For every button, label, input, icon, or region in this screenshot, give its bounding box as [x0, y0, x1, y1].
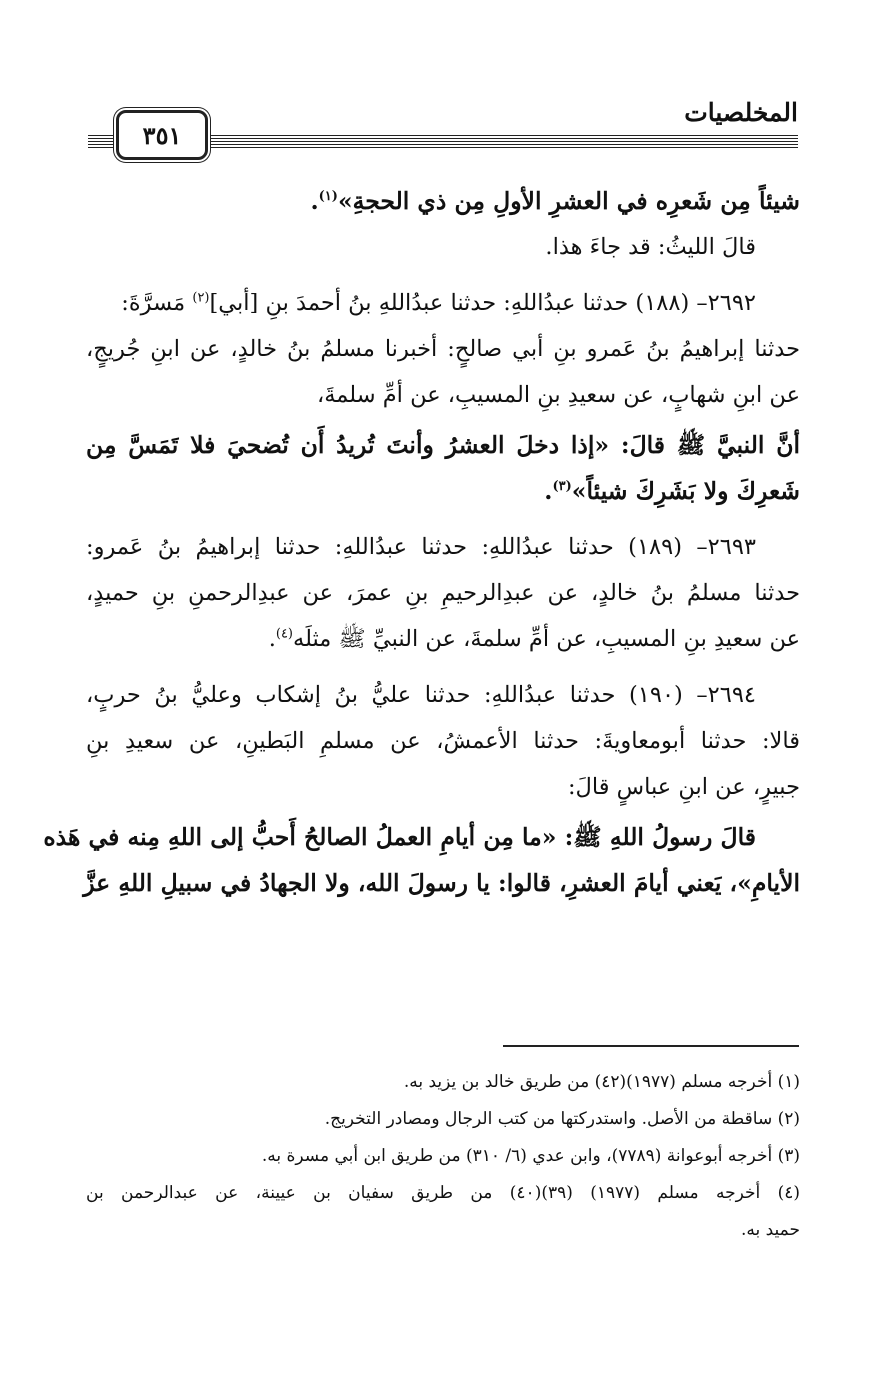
footnote-2: (٢) ساقطة من الأصل. واستدركتها من كتب الرجال ومصادر التخريج. [324, 1109, 800, 1129]
footnotes [86, 1064, 800, 1249]
page-number-box [116, 110, 208, 160]
header-rule-left [88, 134, 118, 148]
hadith-2692-line-3: عن ابنِ شهابٍ، عن سعيدِ بنِ المسيبِ، عن أمِّ سلمةَ، [316, 382, 800, 408]
line-3-text: ٢٦٩٢– (١٨٨) حدثنا عبدُاللهِ: حدثنا عبدُاللهِ بنُ أحمدَ بنِ [أبي] [209, 290, 756, 316]
main-text [43, 178, 800, 906]
hadith-2693-line-1: ٢٦٩٣– (١٨٩) حدثنا عبدُاللهِ: حدثنا عبدُاللهِ: حدثنا إبراهيمُ بنُ عَمرو: [86, 534, 756, 560]
line-1-end: . [310, 187, 319, 215]
text-line-2: قالَ الليثُ: قد جاءَ هذا. [545, 234, 756, 260]
footnote-ref-1: (١) [318, 189, 338, 205]
hadith-2692-line-2: حدثنا إبراهيمُ بنُ عَمرو بنِ أبي صالحٍ: أخبرنا مسلمُ بنُ خالدٍ، عن ابنِ جُريجٍ، [86, 336, 800, 362]
line-10-end: . [268, 626, 276, 652]
line-1-text: شيئاً مِن شَعرِه في العشرِ الأولِ مِن ذي الحجةِ» [337, 187, 800, 215]
footnote-3: (٣) أخرجه أبوعوانة (٧٧٨٩)، وابن عدي (٦/ ٣١٠) من طريق ابن أبي مسرة به. [261, 1146, 800, 1166]
footnote-ref-3: (٣) [552, 479, 572, 495]
footnote-separator [503, 1045, 799, 1047]
hadith-2694-matn-2: الأيامِ»، يَعني أيامَ العشرِ، قالوا: يا رسولَ الله، ولا الجهادُ في سبيلِ اللهِ عزَّ [83, 869, 800, 897]
footnote-ref-4: (٤) [275, 626, 293, 642]
page-header [88, 96, 798, 158]
hadith-2694-line-1: ٢٦٩٤– (١٩٠) حدثنا عبدُاللهِ: حدثنا عليُّ بنُ إشكاب وعليُّ بنُ حربٍ، [86, 682, 757, 708]
footnote-4-continued: حميد به. [740, 1220, 800, 1240]
text-line-1 [86, 178, 800, 224]
running-title: المخلصيات [684, 98, 798, 127]
hadith-2692-line-1 [86, 280, 800, 326]
hadith-2694-line-2: قالا: حدثنا أبومعاويةَ: حدثنا الأعمشُ، عن مسلمِ البَطينِ، عن سعيدِ بنِ [86, 728, 800, 754]
footnote-ref-2: (٢) [192, 290, 210, 306]
hadith-2692-matn-2 [86, 468, 800, 514]
header-rule [203, 134, 798, 148]
hadith-2692-matn-1: أنَّ النبيَّ ﷺ قالَ: «إذا دخلَ العشرُ وأنتَ تُريدُ أَن تُضحيَ فلا تَمَسَّ مِن [86, 431, 800, 459]
page-number: ٣٥١ [142, 120, 182, 150]
line-3-end: مَسرَّةَ: [121, 290, 193, 316]
footnote-4: (٤) أخرجه مسلم (١٩٧٧) (٣٩)(٤٠) من طريق سفيان بن عيينة، عن عبدالرحمن بن [86, 1183, 800, 1203]
footnote-1: (١) أخرجه مسلم (١٩٧٧)(٤٢) من طريق خالد بن يزيد به. [403, 1072, 800, 1092]
hadith-2694-line-3: جبيرٍ، عن ابنِ عباسٍ قالَ: [567, 774, 800, 800]
line-7-text: شَعرِكَ ولا بَشَرِكَ شيئاً» [571, 477, 800, 505]
hadith-2693-line-2: حدثنا مسلمُ بنُ خالدٍ، عن عبدِالرحيمِ بنِ عمرَ، عن عبدِالرحمنِ بنِ حميدٍ، [86, 580, 800, 606]
hadith-2693-line-3 [86, 616, 800, 662]
line-10-text: عن سعيدِ بنِ المسيبِ، عن أمِّ سلمةَ، عن النبيِّ ﷺ مثلَه [293, 626, 800, 652]
hadith-2694-matn-1: قالَ رسولُ اللهِ ﷺ: «ما مِن أيامِ العملُ الصالحُ أَحبُّ إلى اللهِ مِنه في هَذه [43, 823, 756, 851]
line-7-end: . [544, 477, 553, 505]
